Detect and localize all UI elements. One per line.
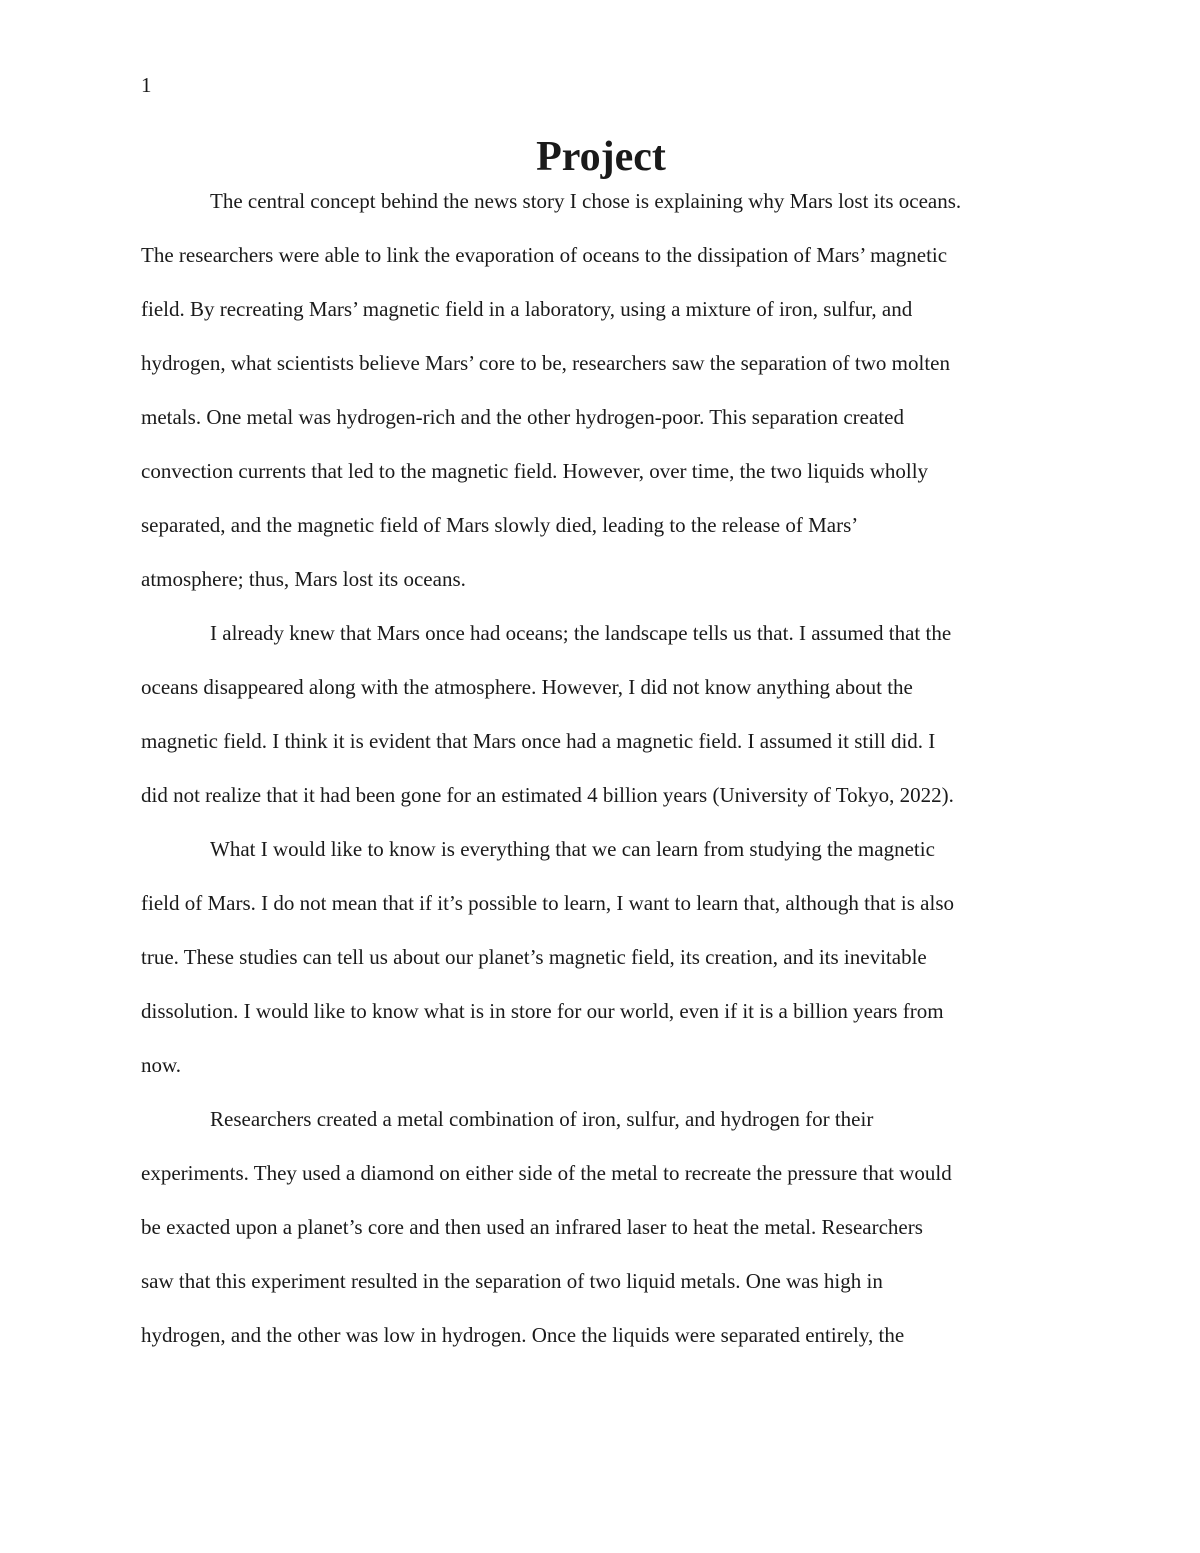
paragraph-2 [141, 606, 1061, 822]
text-line: field of Mars. I do not mean that if it’s possible to learn, I want to learn that, although that is also [141, 891, 954, 915]
text-line: Researchers created a metal combination of iron, sulfur, and hydrogen for their [210, 1107, 874, 1131]
text-line: field. By recreating Mars’ magnetic field in a laboratory, using a mixture of iron, sulfur, and [141, 297, 913, 321]
text-line: The central concept behind the news story I chose is explaining why Mars lost its oceans. [210, 189, 962, 213]
page-number: 1 [141, 73, 152, 97]
paragraph-1 [141, 174, 1061, 606]
text-line: magnetic field. I think it is evident that Mars once had a magnetic field. I assumed it still did. I [141, 729, 936, 753]
text-line: separated, and the magnetic field of Mars slowly died, leading to the release of Mars’ [141, 513, 859, 537]
text-line: oceans disappeared along with the atmosphere. However, I did not know anything about the [141, 675, 913, 699]
text-line: dissolution. I would like to know what is in store for our world, even if it is a billion years from [141, 999, 944, 1023]
document-title: Project [536, 134, 666, 180]
text-line: hydrogen, and the other was low in hydrogen. Once the liquids were separated entirely, the [141, 1323, 905, 1347]
text-line: now. [141, 1053, 182, 1077]
text-line: The researchers were able to link the evaporation of oceans to the dissipation of Mars’ magnetic [141, 243, 948, 267]
text-line: What I would like to know is everything that we can learn from studying the magnetic [210, 837, 935, 861]
text-line: experiments. They used a diamond on either side of the metal to recreate the pressure that would [141, 1161, 952, 1185]
text-line: saw that this experiment resulted in the separation of two liquid metals. One was high in [141, 1269, 883, 1293]
text-line: be exacted upon a planet’s core and then used an infrared laser to heat the metal. Researchers [141, 1215, 923, 1239]
text-line: convection currents that led to the magnetic field. However, over time, the two liquids wholly [141, 459, 929, 483]
text-line: atmosphere; thus, Mars lost its oceans. [141, 567, 466, 591]
paragraph-3 [141, 822, 1061, 1092]
text-line: true. These studies can tell us about our planet’s magnetic field, its creation, and its inevitable [141, 945, 927, 969]
paragraph-4 [141, 1092, 1061, 1362]
text-line: did not realize that it had been gone for an estimated 4 billion years (University of Tokyo, 2022). [141, 783, 954, 807]
text-line: I already knew that Mars once had oceans; the landscape tells us that. I assumed that the [210, 621, 952, 645]
text-line: hydrogen, what scientists believe Mars’ core to be, researchers saw the separation of two molten [141, 351, 951, 375]
document-body [141, 134, 1061, 1362]
text-line: metals. One metal was hydrogen-rich and the other hydrogen-poor. This separation created [141, 405, 904, 429]
